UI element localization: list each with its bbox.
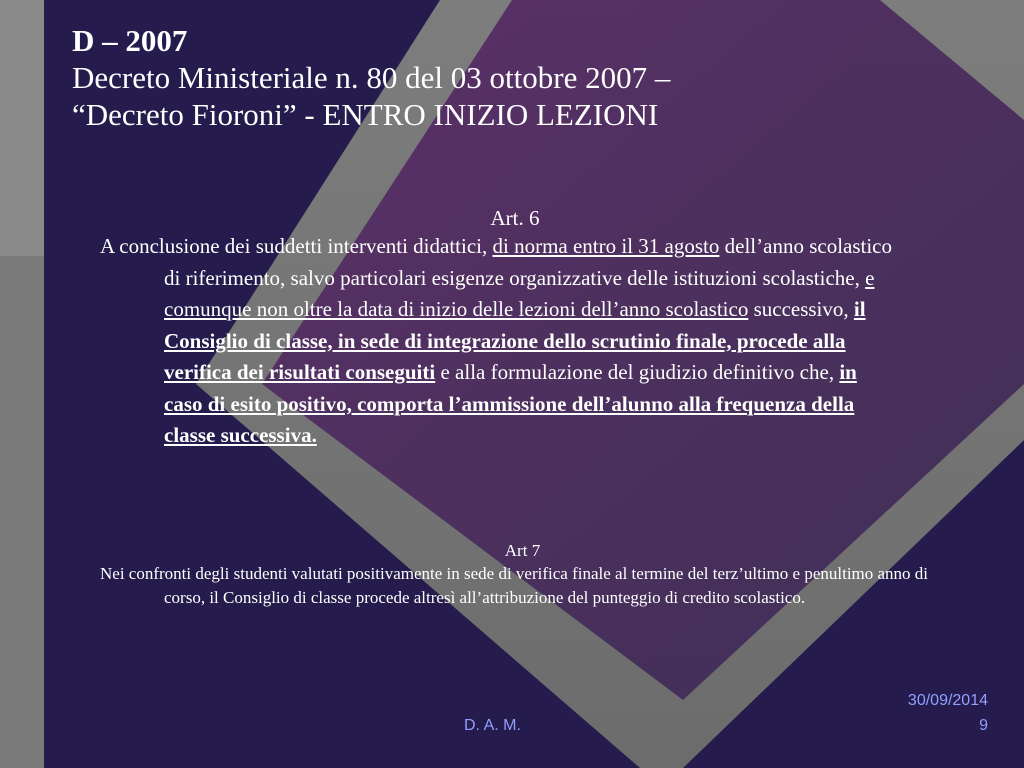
article-7-body: Nei confronti degli studenti valutati positivamente in sede di verifica finale al termine del terz’ultimo e penultimo anno di corso, il Consiglio di classe procede altresì all’attribuzione del punteggio di credito scolastico. xyxy=(100,564,929,607)
article-6-heading: Art. 6 xyxy=(490,206,540,230)
title-line-2: Decreto Ministeriale n. 80 del 03 ottobre 2007 – xyxy=(72,60,671,95)
article-7 xyxy=(100,540,940,610)
title-line-1: D – 2007 xyxy=(72,23,188,58)
slide-title xyxy=(72,22,972,133)
art6-underline-1: di norma entro il 31 agosto xyxy=(492,234,720,258)
art6-underline-2: e comunque non oltre la data di inizio delle lezioni dell’anno scolastico xyxy=(164,265,875,321)
art6-bold-underline-2: in caso di esito positivo, comporta l’ammissione dell’alunno alla frequenza della classe successiva. xyxy=(164,360,857,447)
art6-bold-underline-1: il Consiglio di classe, in sede di integrazione dello scrutinio finale, procede alla verifica dei risultati conseguiti xyxy=(164,297,866,384)
article-7-heading: Art 7 xyxy=(504,541,541,560)
title-line-3: “Decreto Fioroni” - ENTRO INIZIO LEZIONI xyxy=(72,97,659,132)
footer-date: 30/09/2014 xyxy=(907,692,988,709)
footer-page-number: 9 xyxy=(979,717,988,734)
footer-author: D. A. M. xyxy=(464,717,521,734)
article-6-body xyxy=(100,231,900,452)
article-6 xyxy=(100,206,900,452)
art6-text-4: e alla formulazione del giudizio definitivo che, xyxy=(435,360,840,384)
art6-text-3: successivo, xyxy=(748,297,854,321)
art6-text-2: dell’anno scolastico di riferimento, salvo particolari esigenze organizzative delle istituzioni scolastiche, xyxy=(164,234,893,290)
art6-text-1: A conclusione dei suddetti interventi didattici, xyxy=(100,234,493,258)
